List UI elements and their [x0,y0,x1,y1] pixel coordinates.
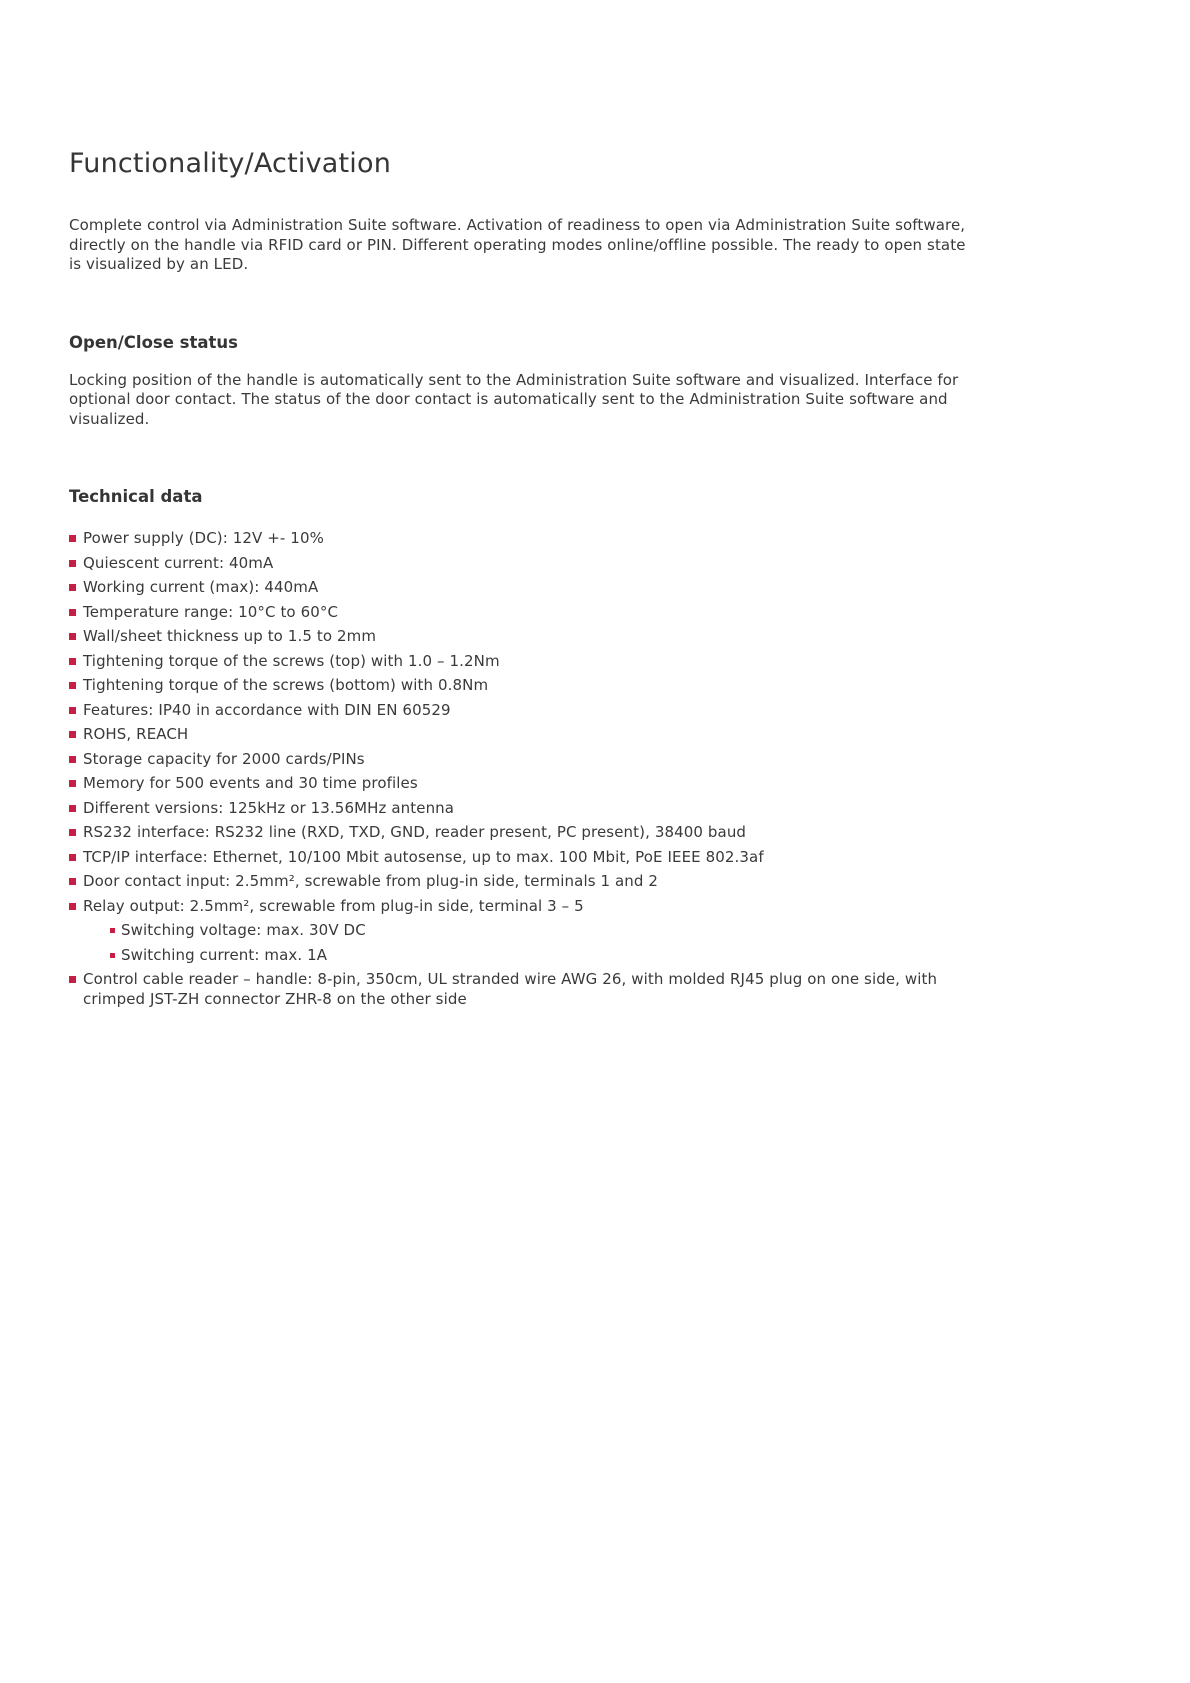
list-item-text: TCP/IP interface: Ethernet, 10/100 Mbit autosense, up to max. 100 Mbit, PoE IEEE 802.3af [83,847,764,866]
bullet-icon [69,584,76,591]
list-item-row [69,603,975,623]
list-item [69,872,975,892]
list-item-row [69,676,975,696]
bullet-icon [69,805,76,812]
list-item-text: Quiescent current: 40mA [83,553,274,572]
list-item [69,725,975,745]
list-item [69,897,975,966]
list-item-text: Storage capacity for 2000 cards/PINs [83,749,365,768]
list-item [69,750,975,770]
bullet-icon [69,535,76,542]
list-item [69,603,975,623]
list-item-text: Door contact input: 2.5mm², screwable from plug-in side, terminals 1 and 2 [83,872,659,890]
list-item [69,970,975,1009]
list-item-row [69,725,975,745]
bullet-icon [69,658,76,665]
list-item-text: ROHS, REACH [83,725,189,743]
list-item [69,676,975,696]
bullet-icon [69,829,76,836]
intro-paragraph: Complete control via Administration Suite software. Activation of readiness to open via Administration Suite software, directly on the handle via RFID card or PIN. Different operating modes online/offline possible. The ready to open state is visualized by an LED. [69,216,966,273]
list-item-text: Control cable reader – handle: 8-pin, 350cm, UL stranded wire AWG 26, with molded RJ45 plug on one side, with crimped JST-ZH connector ZHR-8 on the other side [83,970,938,1008]
bullet-icon [69,560,76,567]
list-item-row [69,872,975,892]
list-item-text: Different versions: 125kHz or 13.56MHz antenna [83,798,455,817]
list-item-row [69,701,975,721]
bullet-icon [69,707,76,714]
list-item-row [69,970,975,1009]
bullet-icon [69,903,76,910]
list-item-row [69,823,975,843]
open-close-status-paragraph: Locking position of the handle is automatically sent to the Administration Suite software and visualized. Interface for optional door contact. The status of the door contact is automatically sent to the Administration Suite software and visualized. [69,370,959,428]
bullet-icon [110,953,115,958]
sub-list [110,921,975,965]
list-item-text: Relay output: 2.5mm², screwable from plug-in side, terminal 3 – 5 [83,896,584,915]
page-title: Functionality/Activation [69,148,392,179]
bullet-icon [69,854,76,861]
bullet-icon [69,878,76,885]
list-item-text: RS232 interface: RS232 line (RXD, TXD, GND, reader present, PC present), 38400 baud [83,823,747,841]
list-item-text: Memory for 500 events and 30 time profiles [83,774,418,792]
list-item-text: Working current (max): 440mA [83,578,319,596]
list-item [69,554,975,574]
sub-list-item-row [110,946,975,966]
list-item-row [69,750,975,770]
bullet-icon [69,633,76,640]
list-item [69,799,975,819]
section-heading-open-close-status: Open/Close status [69,332,238,352]
sub-list-item-text: Switching voltage: max. 30V DC [121,921,366,939]
list-item [69,823,975,843]
list-item-row [69,774,975,794]
list-item [69,652,975,672]
sub-list-item-text: Switching current: max. 1A [121,945,328,964]
bullet-icon [69,731,76,738]
list-item-text: Power supply (DC): 12V +- 10% [83,529,324,547]
bullet-icon [69,976,76,983]
list-item-text: Wall/sheet thickness up to 1.5 to 2mm [83,627,377,645]
list-item [69,529,975,549]
list-item-row [69,627,975,647]
sub-list-item-row [110,921,975,941]
sub-list-item [110,946,975,966]
list-item-row [69,554,975,574]
tech-list [69,529,975,1009]
list-item-text: Tightening torque of the screws (top) with 1.0 – 1.2Nm [83,651,500,670]
bullet-icon [69,780,76,787]
sub-list-item [110,921,975,941]
list-item-row [69,848,975,868]
section-heading-technical-data: Technical data [69,487,203,506]
list-item-row [69,578,975,598]
list-item [69,627,975,647]
list-item [69,774,975,794]
list-item [69,578,975,598]
list-item [69,848,975,868]
bullet-icon [69,756,76,763]
bullet-icon [69,609,76,616]
list-item-text: Temperature range: 10°C to 60°C [83,602,339,621]
list-item-text: Features: IP40 in accordance with DIN EN 60529 [83,700,451,719]
list-item-row [69,897,975,917]
bullet-icon [110,928,115,933]
list-item-text: Tightening torque of the screws (bottom) with 0.8Nm [83,676,489,694]
bullet-icon [69,682,76,689]
list-item [69,701,975,721]
list-item-row [69,652,975,672]
list-item-row [69,529,975,549]
list-item-row [69,799,975,819]
